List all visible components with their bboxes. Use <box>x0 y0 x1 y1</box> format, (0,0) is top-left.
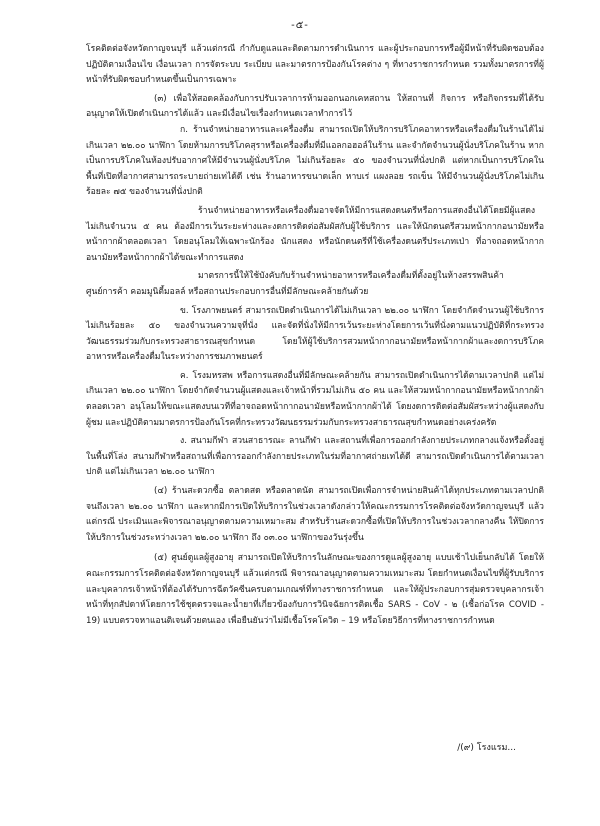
paragraph-item-5: (๕) ศูนย์ดูแลผู้สูงอายุ สามารถเปิดให้บริการในลักษณะของการดูแลผู้สูงอายุ แบบเช้าไปเย็นกลับได้ โดยให้คณะกรรมการโรคติดต่อจังหวัดกาญจนบุรี แล้วแต่กรณี พิจารณาอนุญาตตามความเหมาะสม โดยกำหนดเงื่อนไขที่ผู้รับบริการและบุคลากรเจ้าหน้าที่ต้องได้รับการฉีดวัคซีนครบตามเกณฑ์ที่ทางราชการกำหนด และให้ผู้ประกอบการสุ่มตรวจบุคลากรเจ้าหน้าที่ทุกสัปดาห์โดยการใช้ชุดตรวจและน้ำยาที่เกี่ยวข้องกับการวินิจฉัยการติดเชื้อ SARS - CoV - ๒ (เชื้อก่อโรค COVID - 19) แบบตรวจหาแอนติเจนด้วยตนเอง เพื่อยืนยันว่าไม่มีเชื้อโรคโควิด – 19 หรือโดยวิธีการที่ทางราชการกำหนด <box>86 553 544 626</box>
page-number: -๕- <box>291 20 309 31</box>
paragraph-item-3: (๓) เพื่อให้สอดคล้องกับการปรับเวลาการห้ามออกนอกเคหสถาน ให้สถานที่ กิจการ หรือกิจกรรมที่ได้รับอนุญาตให้เปิดดำเนินการได้แล้ว และมีเงื่อนไขเรื่องกำหนดเวลาทำการไว้ <box>86 93 544 120</box>
document-body <box>86 42 544 629</box>
paragraph-item-3-c: ค. โรงมหรสพ หรือการแสดงอื่นที่มีลักษณะคล้ายกัน สามารถเปิดดำเนินการได้ตามเวลาปกติ แต่ไม่เกินเวลา ๒๒.๐๐ นาฬิกา โดยจำกัดจำนวนผู้แสดงและเจ้าหน้าที่รวมไม่เกิน ๕๐ คน และให้สวมหน้ากากอนามัยหรือหน้ากากผ้าตลอดเวลา อนุโลมให้ขณะแสดงบนเวทีที่อาจถอดหน้ากากอนามัยหรือหน้ากากผ้าได้ โดยงดการติดต่อสัมผัสระหว่างผู้แสดงกับผู้ชม และปฏิบัติตามมาตรการป้องกันโรคที่กระทรวงวัฒนธรรมร่วมกับกระทรวงสาธารณสุขกำหนดอย่างเคร่งครัด <box>86 370 544 428</box>
continuation-reference: /(๙) โรงแรม... <box>457 743 516 753</box>
paragraph-item-4: (๔) ร้านสะดวกซื้อ ตลาดสด หรือตลาดนัด สามารถเปิดเพื่อการจำหน่ายสินค้าได้ทุกประเภทตามเวลาปกติจนถึงเวลา ๒๒.๐๐ นาฬิกา และหากมีการเปิดให้บริการในช่วงเวลาดังกล่าวให้คณะกรรมการโรคติดต่อจังหวัดกาญจนบุรี แล้วแต่กรณี ประเมินและพิจารณาอนุญาตตามความเหมาะสม สำหรับร้านสะดวกซื้อที่เปิดให้บริการในช่วงเวลากลางคืน ให้ปิดการให้บริการในช่วงระหว่างเวลา ๒๒.๐๐ นาฬิกา ถึง ๐๓.๐๐ นาฬิกาของวันรุ่งขึ้น <box>86 486 544 543</box>
paragraph-item-3-a-music: ร้านจำหน่ายอาหารหรือเครื่องดื่มอาจจัดให้มีการแสดงดนตรีหรือการแสดงอื่นได้โดยมีผู้แสดงไม่เกินจำนวน ๕ คน ต้องมีการเว้นระยะห่างและงดการติดต่อสัมผัสกับผู้ใช้บริการ และให้นักดนตรีสวมหน้ากากอนามัยหรือหน้ากากผ้าตลอดเวลา โดยอนุโลมให้เฉพาะนักร้อง นักแสดง หรือนักดนตรีที่ใช้เครื่องดนตรีประเภทเป่า ที่อาจถอดหน้ากากอนามัยหรือหน้ากากผ้าได้ขณะทำการแสดง <box>86 205 544 263</box>
paragraph-item-3-d: ง. สนามกีฬา สวนสาธารณะ ลานกีฬา และสถานที่เพื่อการออกกำลังกายประเภทกลางแจ้งหรือตั้งอยู่ในพื้นที่โล่ง สนามกีฬาหรือสถานที่เพื่อการออกกำลังกายประเภทในร่มที่อากาศถ่ายเทได้ดี สามารถเปิดดำเนินการได้ตามเวลาปกติ แต่ไม่เกินเวลา ๒๒.๐๐ นาฬิกา <box>86 436 544 478</box>
paragraph-item-3-a-scope: มาตรการนี้ให้ใช้บังคับกับร้านจำหน่ายอาหารหรือเครื่องดื่มที่ตั้งอยู่ในห้างสรรพสินค้า ศูนย์การค้า คอมมูนิตี้มอลล์ หรือสถานประกอบการอื่นที่มีลักษณะคล้ายกันด้วย <box>86 271 504 297</box>
paragraph-item-3-a: ก. ร้านจำหน่ายอาหารและเครื่องดื่ม สามารถเปิดให้บริการบริโภคอาหารหรือเครื่องดื่มในร้านได้ไม่เกินเวลา ๒๒.๐๐ นาฬิกา โดยห้ามการบริโภคสุราหรือเครื่องดื่มที่มีแอลกอฮอล์ในร้าน และจำกัดจำนวนผู้นั่งบริโภคในร้าน หากเป็นการบริโภคในห้องปรับอากาศให้มีจำนวนผู้นั่งบริโภค ไม่เกินร้อยละ ๕๐ ของจำนวนที่นั่งปกติ แต่หากเป็นการบริโภคในพื้นที่เปิดที่อากาศสามารถระบายถ่ายเทได้ดี เช่น ร้านอาหารขนาดเล็ก หาบเร่ แผงลอย รถเข็น ให้มีจำนวนผู้นั่งบริโภคไม่เกินร้อยละ ๗๕ ของจำนวนที่นั่งปกติ <box>86 124 544 198</box>
paragraph-item-3-b: ข. โรงภาพยนตร์ สามารถเปิดดำเนินการได้ไม่เกินเวลา ๒๒.๐๐ นาฬิกา โดยจำกัดจำนวนผู้ใช้บริการไม่เกินร้อยละ ๕๐ ของจำนวนความจุที่นั่ง และจัดที่นั่งให้มีการเว้นระยะห่างโดยการเว้นที่นั่งตามแนวปฏิบัติที่กระทรวงวัฒนธรรมร่วมกับกระทรวงสาธารณสุขกำหนด โดยให้ผู้ใช้บริการสวมหน้ากากอนามัยหรือหน้ากากผ้าและงดการบริโภคอาหารหรือเครื่องดื่มในระหว่างการชมภาพยนตร์ <box>86 305 544 363</box>
paragraph-continued: โรคติดต่อจังหวัดกาญจนบุรี แล้วแต่กรณี กำกับดูแลและติดตามการดำเนินการ และผู้ประกอบการหรือผู้มีหน้าที่รับผิดชอบต้องปฏิบัติตามเงื่อนไข เงื่อนเวลา การจัดระบบ ระเบียบ และมาตรการป้องกันโรคต่าง ๆ ที่ทางราชการกำหนด รวมทั้งมาตรการที่ผู้หน้าที่รับผิดชอบกำหนดขึ้นเป็นการเฉพาะ <box>86 44 544 86</box>
